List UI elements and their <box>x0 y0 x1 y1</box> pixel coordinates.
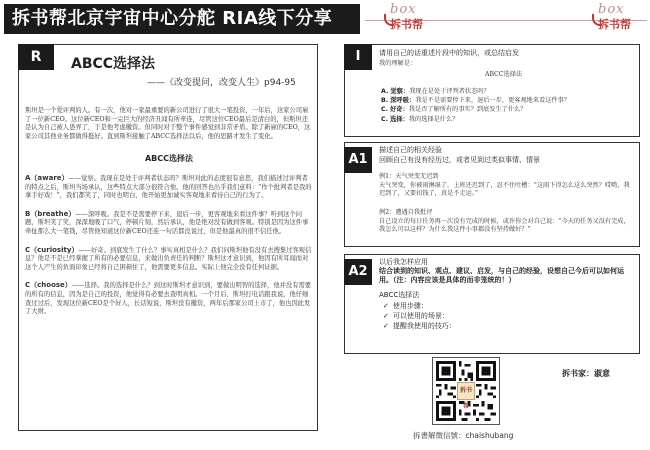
wechat-qr-code <box>432 357 500 425</box>
list-item: ✓ 使用步骤： <box>383 302 428 310</box>
header-banner <box>4 4 360 34</box>
example-1-label: 例1：天气突变无迟到 <box>379 173 439 180</box>
reading-title: ABCC选择法 <box>71 56 156 72</box>
list-item: ✓ 提醒我使用的技巧： <box>383 322 456 330</box>
example-2-text: 自己设立的每日任务再一次没有完成的时候，或许你会对自己说：“今天的任务又没有完成，我怎么可以这样？为什么我这件小事都没有坚持做好？” <box>379 218 630 234</box>
experience-sub: 回顾自己有没有经历过，或者见到过类似事情、情景 <box>379 156 540 164</box>
application-head: 以后我怎样应用 <box>379 258 428 266</box>
step-c-curiosity: C（curiosity）——好奇。到底发生了什么？事实真相是什么？我们问斯坦他有没有去搜集过客观信息？他是不是已经掌握了所有的必要信息，来做出负责任的判断？斯坦这才意识到，他因有所耳闻而对这个人产生的负面印象已经将自己困顿住了，他需要更多信息。实际上他完全没有任何证据。 <box>25 245 312 271</box>
list-item: B. 深呼吸：我是不是需要停下来，退后一步，更客观地来看这件事？ <box>381 97 570 105</box>
logo-left: box 拆书帮 <box>382 2 442 36</box>
list-item: C. 选择：我的选择是什么？ <box>381 115 459 123</box>
insight-prompt: 请用自己的话重述片段中的知识，或总结启发 <box>379 49 519 57</box>
section-badge-i: I <box>344 44 372 70</box>
insight-block <box>344 44 640 137</box>
header-title: 拆书帮北京宇宙中心分舵 RIA线下分享 <box>12 8 333 29</box>
section-badge-a1: A1 <box>344 147 372 173</box>
check-icon: ✓ <box>383 312 389 320</box>
check-icon: ✓ <box>383 322 389 330</box>
section-badge-r: R <box>18 44 54 70</box>
list-item: C. 好奇：我是否了解所有的事实？到底发生了什么？ <box>381 106 527 114</box>
reading-card <box>18 44 318 431</box>
application-checklist <box>383 301 456 331</box>
author-credit: 拆书家：淑意 <box>562 369 610 378</box>
application-block <box>344 254 640 354</box>
application-method: ABCC选择法 <box>379 291 420 299</box>
experience-block <box>344 142 640 247</box>
wechat-caption: 拆書解微信號：chaishubang <box>413 431 514 440</box>
example-1-text: 天气突变，你被雨淋湿了，上班还迟到了，忍不住吐槽：“这雨下得怎么这么突然？哎哟，我迟到了，又要扣钱了，真是不走运。” <box>379 182 630 198</box>
step-a: A（aware）——觉察。我现在是处于评判者状态吗？斯坦对此的态度很有意思，我们描述过评判者的特点之后，斯坦当场承认，这些特点大部分很符合他。他的回答也出乎我们意料：“作个批判者是我的拿手好戏！”，我们都笑了，同时也明白，他开始更加诚实客观地来看待自己的行为了。 <box>25 173 312 200</box>
list-item: A. 觉察：我现在是处于评判者状态吗？ <box>381 88 490 95</box>
logo-right: box 拆书帮 <box>590 2 650 36</box>
qr-center-logo: 拆书帮 <box>457 382 475 400</box>
reading-intro: 斯坦是一个爱评判的人。有一次，他对一家最重要的新公司进行了很大一笔投资，一年后，这家公司雇了一位新CEO。这位新CEO和一完巨大的经济丑闻有所牵连，尽管这位CEO最后是清白的，但斯坦还是认为自己被人愚弄了，于是他考虑撤资。但同时对于整个事件感觉到非常矛盾。除了新雇的CEO，这家公司其他业务都做得挺好。直到斯坦接触了ABCC选择法以后，他的思路才发生了变化。 <box>25 107 311 140</box>
experience-head: 描述自己的相关经验 <box>379 146 442 154</box>
check-icon: ✓ <box>383 302 389 310</box>
reading-subtitle: ABCC选择法 <box>144 154 194 164</box>
insight-list <box>381 87 636 124</box>
example-2-label: 例2：遭遇自我批评 <box>379 209 433 216</box>
step-b: B（breathe）——深呼吸。我是不是需要停下来，退后一步，更客观地来看这件事？听到这个问题，斯坦笑了笑，深深地吸了口气，停顿片刻，然后承认，他是绝对没有做到客观。特别是因为这件事牵扯那么大一笔钱，尽管他知道这位新CEO还连一句话都没说过，但是他最真的很不信任他。 <box>25 209 309 235</box>
reading-source: ——《改变提问，改变人生》p94-95 <box>147 78 296 88</box>
reading-body <box>25 107 313 326</box>
list-item: ✓ 可以使用的场景： <box>383 312 449 320</box>
application-sub: 结合读到的知识、观点、建议、启发，与自己的经验，设想自己今后可以如何运用。（注：内容应该是具体的而非笼统的！） <box>379 267 624 284</box>
insight-method: ABCC选择法 <box>485 71 523 78</box>
step-c-choose: C（choose）——选择。我的选择是什么？到这时斯坦才意识到，要做出明智的选择，他并没有需要的所有的信息，因为是自己的投资，他觉得有必要去查明真相。一个月后，斯坦打电话跟我说，他仔细查过过后，发现这位新CEO是个好人，长话短说，斯坦没有撤资，两年后那家公司上市了，他也因此发了大财。 <box>25 281 312 316</box>
insight-my-understanding: 我的理解是： <box>379 60 417 67</box>
section-badge-a2: A2 <box>344 259 372 285</box>
